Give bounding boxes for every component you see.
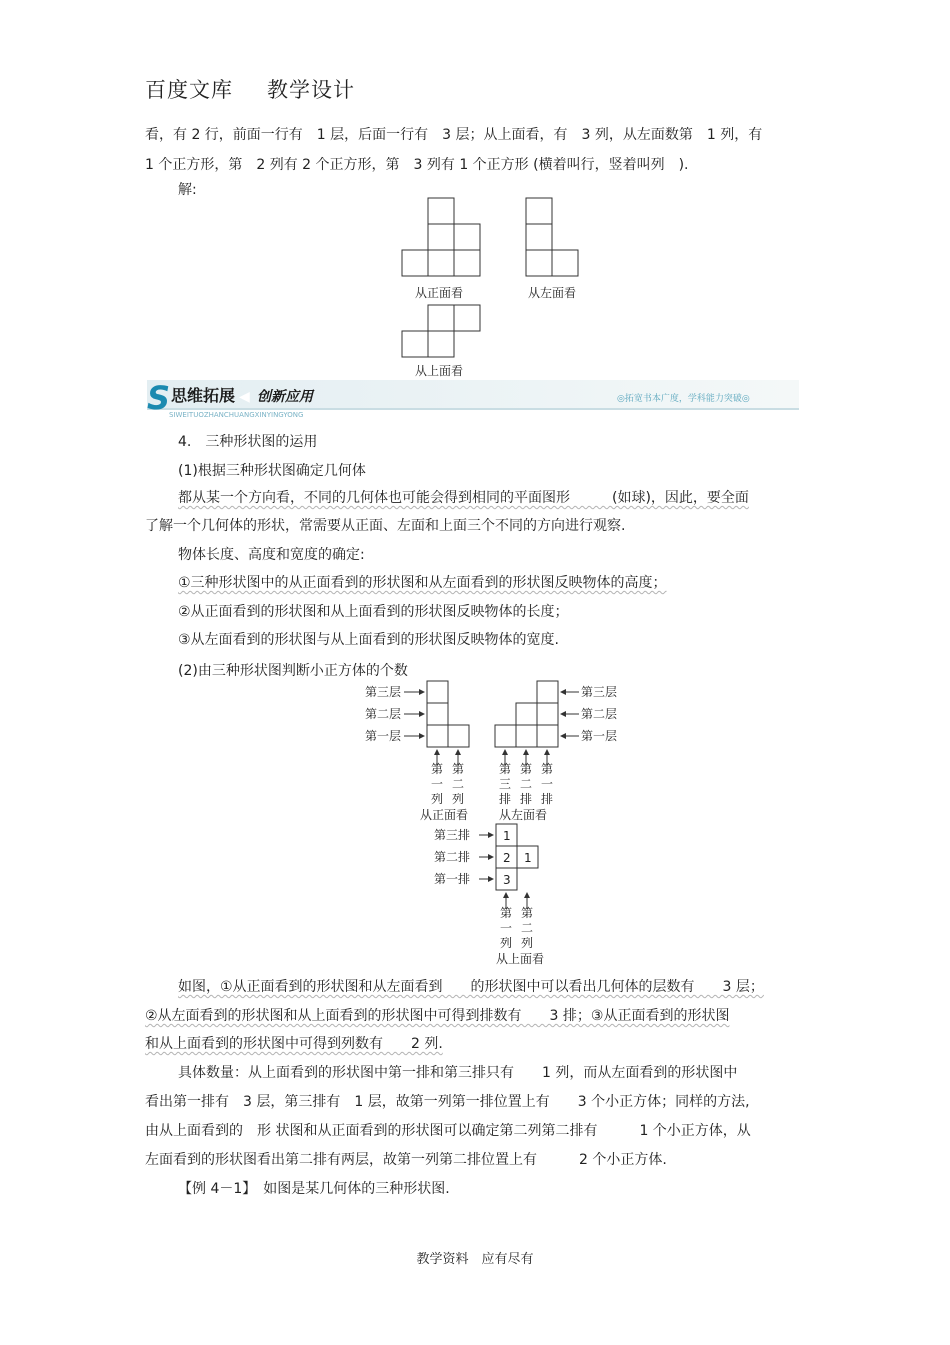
row-label-char: 三 xyxy=(499,777,512,791)
left-caption-2: 从左面看 xyxy=(499,808,548,822)
row3-label: 第三排 xyxy=(434,828,471,842)
layer3-label-right: 第三层 xyxy=(581,685,618,699)
left-view-caption: 从左面看 xyxy=(528,286,577,300)
dim-2: ②从正面看到的形状图和从上面看到的形状图反映物体的长度； xyxy=(178,604,569,620)
layer3-label-left: 第三层 xyxy=(365,685,402,699)
section-4-heading: 4. 三种形状图的运用 xyxy=(178,434,318,450)
header-right: 教学设计 xyxy=(267,78,355,102)
col-label-char: 列 xyxy=(452,792,465,806)
banner-arrow-icon: ◀ xyxy=(239,389,250,405)
layer1-label-left: 第一层 xyxy=(365,729,402,743)
section-banner xyxy=(147,378,799,420)
top-number: 1 xyxy=(503,829,511,843)
dim-1: ①三种形状图中的从正面看到的形状图和从左面看到的形状图反映物体的高度； xyxy=(178,575,667,591)
row-label-char: 排 xyxy=(520,792,533,806)
top-number: 2 xyxy=(503,851,511,865)
col-label-char: 列 xyxy=(521,936,534,950)
analysis-line-2: ②从左面看到的形状图和从上面看到的形状图中可得到排数有 3 排；③从正面看到的形状图 xyxy=(145,1008,730,1024)
banner-slogan: ◎拓宽书本广度，学科能力突破◎ xyxy=(617,394,750,404)
top-number: 1 xyxy=(524,851,532,865)
row-label-char: 排 xyxy=(541,792,554,806)
analysis-line-4: 具体数量：从上面看到的形状图中第一排和第三排只有 1 列，而从左面看到的形状图中 xyxy=(178,1065,738,1081)
col-label-char: 第 xyxy=(452,762,465,776)
row-label-char: 第 xyxy=(520,762,533,776)
layer-count-diagram xyxy=(360,676,630,966)
top-view-grid xyxy=(402,305,480,357)
page-header xyxy=(145,74,355,104)
col-label-char: 二 xyxy=(452,777,465,791)
para1-line-1: 都从某一个方向看，不同的几何体也可能会得到相同的平面图形 (如球)，因此，要全面 xyxy=(178,490,749,506)
top-view-caption: 从上面看 xyxy=(415,364,464,378)
row-label-char: 一 xyxy=(541,777,554,791)
col-label-char: 列 xyxy=(431,792,444,806)
left-row-labels xyxy=(499,762,553,806)
top-column-labels xyxy=(500,906,533,950)
row2-label: 第二排 xyxy=(434,850,471,864)
front-caption-2: 从正面看 xyxy=(420,808,469,822)
banner-title-2: 创新应用 xyxy=(257,389,313,405)
row1-label: 第一排 xyxy=(434,872,471,886)
col-label-char: 第 xyxy=(521,906,534,920)
analysis-line-3: 和从上面看到的形状图中可得到列数有 2 列. xyxy=(145,1036,443,1052)
left-view-grid-2 xyxy=(495,681,558,747)
col-label-char: 二 xyxy=(521,921,534,935)
front-view-grid xyxy=(402,198,480,276)
row-label-char: 第 xyxy=(541,762,554,776)
solve-label: 解: xyxy=(178,182,197,198)
front-view-caption: 从正面看 xyxy=(415,286,464,300)
intro-line-2: 1 个正方形，第 2 列有 2 个正方形，第 3 列有 1 个正方形 (横着叫行，竖着叫列 ). xyxy=(145,157,689,173)
layer1-label-right: 第一层 xyxy=(581,729,618,743)
front-column-labels xyxy=(431,762,464,806)
analysis-line-6: 由从上面看到的 形 状图和从正面看到的形状图可以确定第二列第二排有 1 个小正方体，从 xyxy=(145,1123,751,1139)
section-4-sub1: (1)根据三种形状图确定几何体 xyxy=(178,463,366,479)
example-label: 【例 4－1】 如图是某几何体的三种形状图. xyxy=(178,1181,450,1197)
col-label-char: 第 xyxy=(431,762,444,776)
left-view-grid xyxy=(526,198,578,276)
section-4-sub2: (2)由三种形状图判断小正方体的个数 xyxy=(178,663,408,679)
dim-3: ③从左面看到的形状图与从上面看到的形状图反映物体的宽度. xyxy=(178,632,559,648)
row-label-char: 排 xyxy=(499,792,512,806)
top-number: 3 xyxy=(503,873,511,887)
row-label-char: 第 xyxy=(499,762,512,776)
para1-line-2: 了解一个几何体的形状，常需要从正面、左面和上面三个不同的方向进行观察. xyxy=(145,518,626,534)
banner-pinyin: SIWEITUOZHANCHUANGXINYINGYONG xyxy=(169,411,304,419)
banner-title-1: 思维拓展 xyxy=(171,386,236,405)
top-caption-2: 从上面看 xyxy=(496,952,545,966)
row-label-char: 二 xyxy=(520,777,533,791)
col-label-char: 一 xyxy=(431,777,444,791)
intro-line-1: 看，有 2 行，前面一行有 1 层，后面一行有 3 层；从上面看，有 3 列，从左面数第 1 列，有 xyxy=(145,127,763,143)
analysis-line-1: 如图，①从正面看到的形状图和从左面看到 的形状图中可以看出几何体的层数有 3 层； xyxy=(178,979,764,995)
layer2-label-right: 第二层 xyxy=(581,707,618,721)
header-left: 百度文库 xyxy=(145,78,233,102)
dims-title: 物体长度、高度和宽度的确定: xyxy=(178,547,365,563)
three-views-figure-1 xyxy=(395,195,590,380)
front-view-grid-2 xyxy=(427,681,469,747)
col-label-char: 一 xyxy=(500,921,513,935)
banner-s-logo: S xyxy=(147,379,171,417)
col-label-char: 列 xyxy=(500,936,513,950)
layer2-label-left: 第二层 xyxy=(365,707,402,721)
analysis-line-7: 左面看到的形状图看出第二排有两层，故第一列第二排位置上有 2 个小正方体. xyxy=(145,1152,667,1168)
page-footer: 教学资料 应有尽有 xyxy=(416,1252,534,1267)
col-label-char: 第 xyxy=(500,906,513,920)
analysis-line-5: 看出第一排有 3 层，第三排有 1 层，故第一列第一排位置上有 3 个小正方体；同样的方法, xyxy=(145,1094,750,1110)
